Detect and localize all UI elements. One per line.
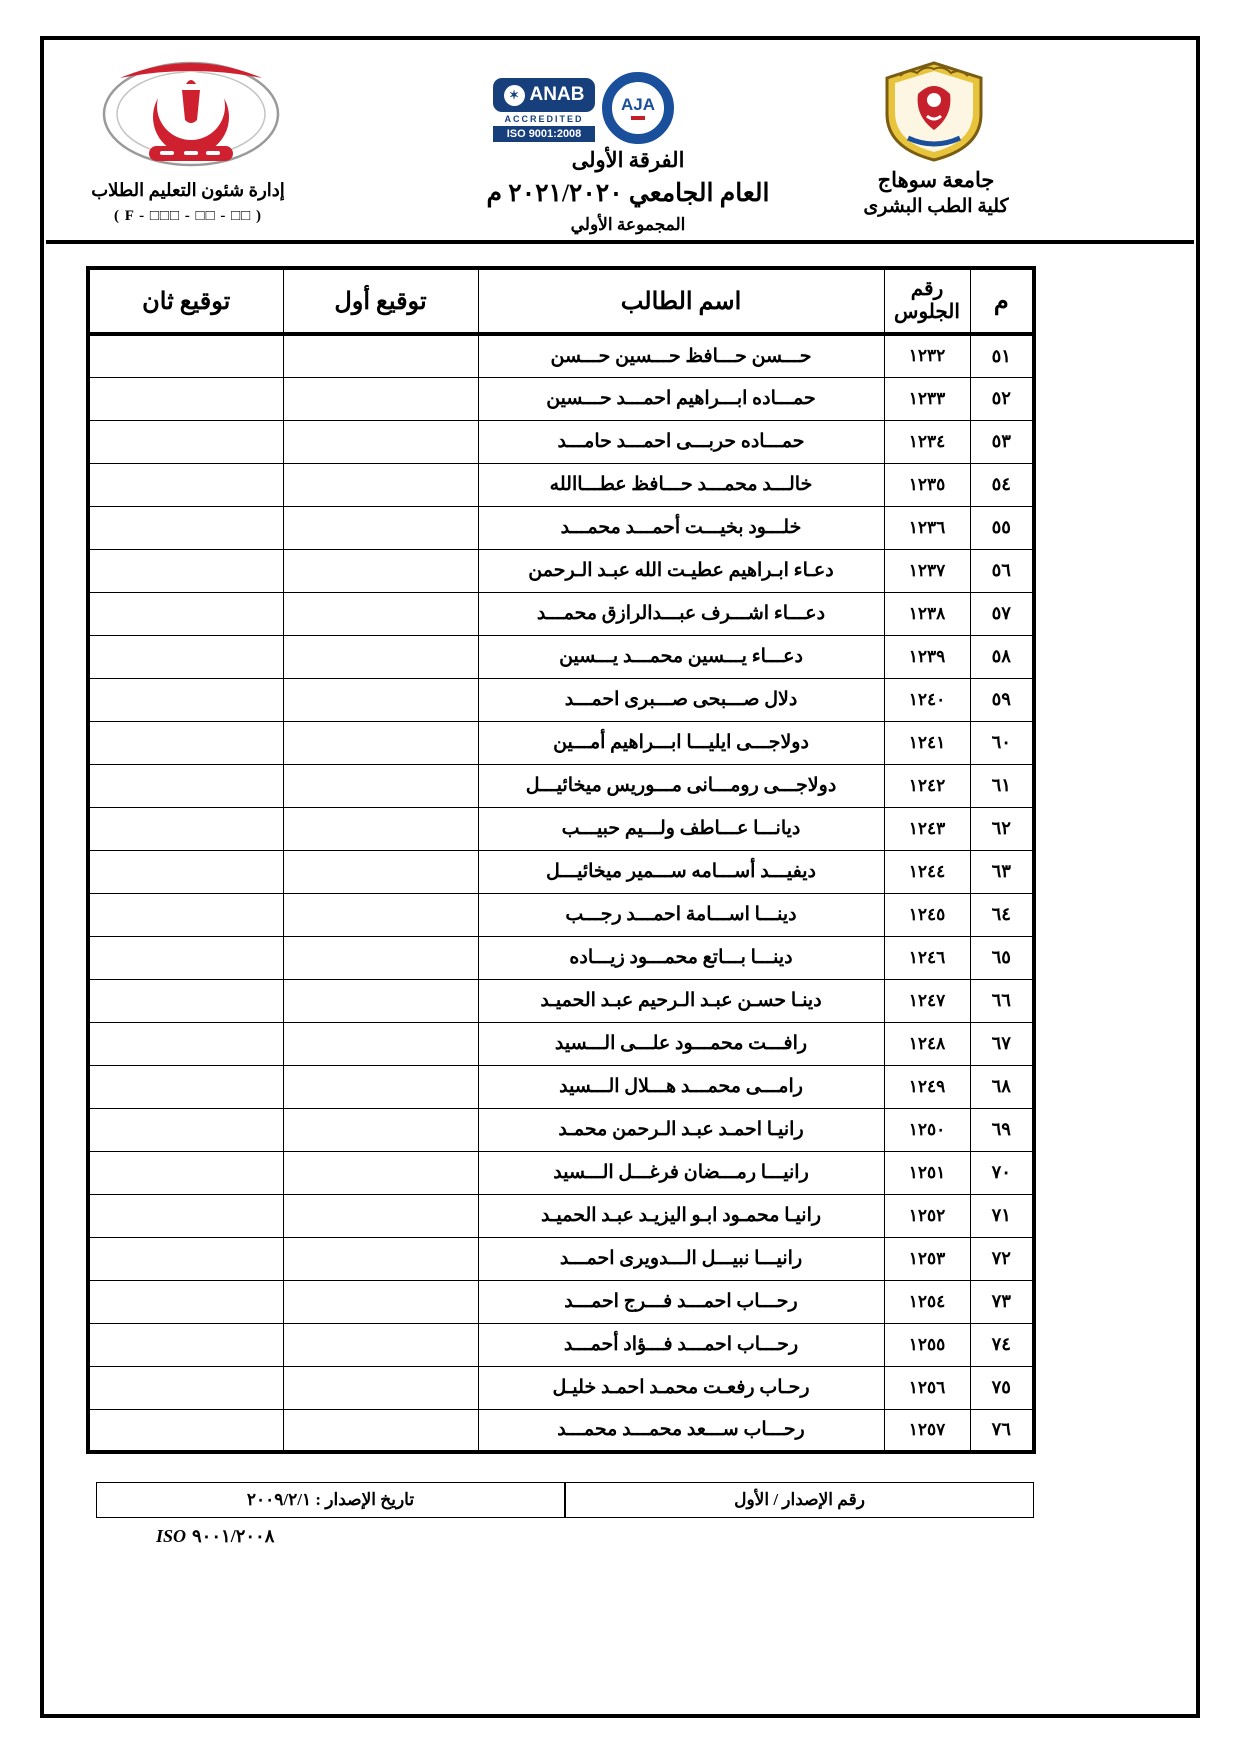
first-signature-cell (283, 420, 478, 463)
first-signature-cell (283, 377, 478, 420)
aja-logo-text: AJA (620, 95, 655, 114)
second-signature-cell (88, 1366, 283, 1409)
first-signature-cell (283, 1151, 478, 1194)
table-row (88, 1194, 1034, 1237)
university-crest-icon (878, 56, 990, 166)
serial-cell: ٧٤ (970, 1323, 1034, 1366)
student-name-cell: رانيـــا رمـــضان فرغـــل الـــسيد (478, 1151, 884, 1194)
student-name-cell: رانيـا محمـود ابـو اليزيـد عبـد الحميـد (478, 1194, 884, 1237)
seat-number-cell: ١٢٤٤ (884, 850, 970, 893)
serial-cell: ٧٦ (970, 1409, 1034, 1452)
header-first-signature: توقيع أول (283, 268, 478, 334)
student-name-cell: خلـــود بخيـــت أحمـــد محمـــد (478, 506, 884, 549)
seat-number-cell: ١٢٥٣ (884, 1237, 970, 1280)
table-row (88, 1108, 1034, 1151)
student-name-cell: رامـــى محمـــد هـــلال الـــسيد (478, 1065, 884, 1108)
footer-issue-box (96, 1482, 1034, 1518)
header-seat-number: رقم الجلوس (884, 268, 970, 334)
second-signature-cell (88, 1409, 283, 1452)
first-signature-cell (283, 1065, 478, 1108)
issue-date: تاريخ الإصدار : ٢٠٠٩/٢/١ (96, 1482, 565, 1518)
first-signature-cell (283, 506, 478, 549)
student-name-cell: رانيـا احمـد عبـد الـرحمن محمـد (478, 1108, 884, 1151)
serial-cell: ٦١ (970, 764, 1034, 807)
anab-logo-text: ANAB (529, 84, 585, 105)
first-signature-cell (283, 1237, 478, 1280)
second-signature-cell (88, 1065, 283, 1108)
student-name-cell: دينـــا بـــاتع محمـــود زيـــاده (478, 936, 884, 979)
table-row (88, 635, 1034, 678)
grade-title: الفرقة الأولى (571, 148, 685, 172)
table-row (88, 549, 1034, 592)
student-name-cell: رانيـــا نبيـــل الـــدويرى احمـــد (478, 1237, 884, 1280)
student-table-body (88, 334, 1034, 1452)
student-name-cell: حمـــاده ابـــراهيم احمـــد حـــسين (478, 377, 884, 420)
serial-cell: ٦٨ (970, 1065, 1034, 1108)
iso-number: ٩٠٠١/٢٠٠٨ (192, 1526, 275, 1546)
table-row (88, 807, 1034, 850)
seat-number-cell: ١٢٤٨ (884, 1022, 970, 1065)
second-signature-cell (88, 1194, 283, 1237)
student-name-cell: دعـــاء يـــسين محمـــد يـــسين (478, 635, 884, 678)
student-signature-table (86, 266, 1036, 1454)
table-row (88, 506, 1034, 549)
seat-number-cell: ١٢٣٢ (884, 334, 970, 377)
student-name-cell: دينـا حسـن عبـد الـرحيم عبـد الحميـد (478, 979, 884, 1022)
header-second-signature: توقيع ثان (88, 268, 283, 334)
academic-year-title: العام الجامعي ٢٠٢١/٢٠٢٠ م (486, 180, 770, 207)
university-block (832, 168, 1040, 218)
serial-cell: ٥٦ (970, 549, 1034, 592)
second-signature-cell (88, 807, 283, 850)
first-signature-cell (283, 850, 478, 893)
university-name: جامعة سوهاج (877, 168, 995, 192)
serial-cell: ٧٣ (970, 1280, 1034, 1323)
first-signature-cell (283, 807, 478, 850)
student-name-cell: دينـــا اســـامة احمـــد رجـــب (478, 893, 884, 936)
second-signature-cell (88, 506, 283, 549)
table-header-row (88, 268, 1034, 334)
serial-cell: ٥٩ (970, 678, 1034, 721)
seat-number-cell: ١٢٥١ (884, 1151, 970, 1194)
seat-number-cell: ١٢٣٥ (884, 463, 970, 506)
seat-number-cell: ١٢٣٣ (884, 377, 970, 420)
table-row (88, 334, 1034, 377)
seat-number-cell: ١٢٣٨ (884, 592, 970, 635)
header-serial: م (970, 268, 1034, 334)
second-signature-cell (88, 420, 283, 463)
student-name-cell: دولاجـــى رومـــانى مـــوريس ميخائيـــل (478, 764, 884, 807)
second-signature-cell (88, 1280, 283, 1323)
second-signature-cell (88, 377, 283, 420)
student-name-cell: دولاجـــى ايليـــا ابـــراهيم أمـــين (478, 721, 884, 764)
second-signature-cell (88, 721, 283, 764)
aja-accent-mark (631, 116, 645, 120)
table-row (88, 1366, 1034, 1409)
first-signature-cell (283, 1108, 478, 1151)
document-titles (428, 148, 828, 235)
first-signature-cell (283, 1409, 478, 1452)
table-row (88, 420, 1034, 463)
table-row (88, 936, 1034, 979)
student-name-cell: خالـــد محمـــد حـــافظ عطـــاالله (478, 463, 884, 506)
student-name-cell: رحـــاب احمـــد فـــؤاد أحمـــد (478, 1323, 884, 1366)
first-signature-cell (283, 1366, 478, 1409)
seat-number-cell: ١٢٥٠ (884, 1108, 970, 1151)
second-signature-cell (88, 463, 283, 506)
first-signature-cell (283, 1194, 478, 1237)
first-signature-cell (283, 893, 478, 936)
anab-logo-box (493, 78, 595, 112)
serial-cell: ٧٠ (970, 1151, 1034, 1194)
anab-iso-label: ISO 9001:2008 (493, 126, 595, 142)
serial-cell: ٧٢ (970, 1237, 1034, 1280)
anab-accredited-label: ACCREDITED (504, 114, 584, 124)
second-signature-cell (88, 1151, 283, 1194)
second-signature-cell (88, 635, 283, 678)
seat-number-cell: ١٢٤٦ (884, 936, 970, 979)
table-row (88, 1409, 1034, 1452)
seat-number-cell: ١٢٤٩ (884, 1065, 970, 1108)
table-row (88, 678, 1034, 721)
table-row (88, 893, 1034, 936)
faculty-name: كلية الطب البشرى (863, 196, 1009, 217)
serial-cell: ٥٥ (970, 506, 1034, 549)
issue-number: رقم الإصدار / الأول (565, 1482, 1034, 1518)
second-signature-cell (88, 549, 283, 592)
table-row (88, 463, 1034, 506)
faculty-medicine-crest-icon (100, 54, 282, 168)
first-signature-cell (283, 1022, 478, 1065)
serial-cell: ٦٣ (970, 850, 1034, 893)
seat-number-cell: ١٢٤٥ (884, 893, 970, 936)
group-title: المجموعة الأولي (570, 215, 686, 234)
student-name-cell: حمـــاده حربـــى احمـــد حامـــد (478, 420, 884, 463)
serial-cell: ٦٩ (970, 1108, 1034, 1151)
second-signature-cell (88, 764, 283, 807)
table-row (88, 850, 1034, 893)
first-signature-cell (283, 764, 478, 807)
first-signature-cell (283, 635, 478, 678)
student-name-cell: رافـــت محمـــود علـــى الـــسيد (478, 1022, 884, 1065)
first-signature-cell (283, 463, 478, 506)
page-border-frame (40, 36, 1200, 1718)
iso-label: ISO (156, 1526, 187, 1546)
serial-cell: ٧٥ (970, 1366, 1034, 1409)
second-signature-cell (88, 592, 283, 635)
serial-cell: ٥٣ (970, 420, 1034, 463)
second-signature-cell (88, 1237, 283, 1280)
seat-number-cell: ١٢٤٢ (884, 764, 970, 807)
table-row (88, 1323, 1034, 1366)
seat-number-cell: ١٢٥٥ (884, 1323, 970, 1366)
student-name-cell: حـــسن حـــافظ حـــسين حـــسن (478, 334, 884, 377)
table-row (88, 764, 1034, 807)
form-code: ( F - □□□ - □□ - □□ ) (113, 208, 262, 224)
serial-cell: ٦٧ (970, 1022, 1034, 1065)
student-name-cell: ديفيـــد أســـامه ســـمير ميخائيـــل (478, 850, 884, 893)
seat-number-cell: ١٢٣٩ (884, 635, 970, 678)
department-block (52, 180, 324, 225)
header-student-name: اسم الطالب (478, 268, 884, 334)
first-signature-cell (283, 721, 478, 764)
table-row (88, 1151, 1034, 1194)
seat-number-cell: ١٢٣٧ (884, 549, 970, 592)
second-signature-cell (88, 334, 283, 377)
second-signature-cell (88, 850, 283, 893)
student-name-cell: دعـاء ابـراهيم عطيـت الله عبـد الـرحمن (478, 549, 884, 592)
serial-cell: ٥١ (970, 334, 1034, 377)
first-signature-cell (283, 592, 478, 635)
table-row (88, 1065, 1034, 1108)
second-signature-cell (88, 1108, 283, 1151)
serial-cell: ٥٤ (970, 463, 1034, 506)
seat-number-cell: ١٢٤٣ (884, 807, 970, 850)
serial-cell: ٦٠ (970, 721, 1034, 764)
aja-logo (602, 72, 674, 144)
seat-number-cell: ١٢٥٦ (884, 1366, 970, 1409)
second-signature-cell (88, 678, 283, 721)
seat-number-cell: ١٢٤٠ (884, 678, 970, 721)
first-signature-cell (283, 1280, 478, 1323)
header-divider-rule (46, 240, 1194, 244)
serial-cell: ٦٥ (970, 936, 1034, 979)
first-signature-cell (283, 334, 478, 377)
first-signature-cell (283, 678, 478, 721)
seat-number-cell: ١٢٥٧ (884, 1409, 970, 1452)
seat-number-cell: ١٢٤١ (884, 721, 970, 764)
serial-cell: ٧١ (970, 1194, 1034, 1237)
table-row (88, 592, 1034, 635)
serial-cell: ٦٢ (970, 807, 1034, 850)
table-row (88, 377, 1034, 420)
seat-number-cell: ١٢٣٦ (884, 506, 970, 549)
student-name-cell: رحـاب رفعـت محمـد احمـد خليـل (478, 1366, 884, 1409)
table-row (88, 979, 1034, 1022)
second-signature-cell (88, 936, 283, 979)
table-row (88, 1237, 1034, 1280)
table-row (88, 1022, 1034, 1065)
table-row (88, 1280, 1034, 1323)
serial-cell: ٥٧ (970, 592, 1034, 635)
second-signature-cell (88, 979, 283, 1022)
serial-cell: ٥٨ (970, 635, 1034, 678)
seat-number-cell: ١٢٣٤ (884, 420, 970, 463)
first-signature-cell (283, 549, 478, 592)
second-signature-cell (88, 1022, 283, 1065)
serial-cell: ٦٦ (970, 979, 1034, 1022)
student-name-cell: رحـــاب احمـــد فـــرج احمـــد (478, 1280, 884, 1323)
student-name-cell: دعـــاء اشـــرف عبـــدالرازق محمـــد (478, 592, 884, 635)
anab-star-icon: ✶ (504, 85, 525, 106)
student-name-cell: ديانـــا عـــاطف ولـــيم حبيـــب (478, 807, 884, 850)
first-signature-cell (283, 1323, 478, 1366)
seat-number-cell: ١٢٤٧ (884, 979, 970, 1022)
anab-logo (493, 78, 595, 142)
first-signature-cell (283, 936, 478, 979)
serial-cell: ٥٢ (970, 377, 1034, 420)
serial-cell: ٦٤ (970, 893, 1034, 936)
department-name: إدارة شئون التعليم الطلاب (91, 180, 285, 200)
iso-standard-note (156, 1526, 274, 1547)
student-name-cell: رحـــاب ســـعد محمـــد محمـــد (478, 1409, 884, 1452)
seat-number-cell: ١٢٥٤ (884, 1280, 970, 1323)
seat-number-cell: ١٢٥٢ (884, 1194, 970, 1237)
second-signature-cell (88, 893, 283, 936)
student-name-cell: دلال صـــبحى صـــبرى احمـــد (478, 678, 884, 721)
first-signature-cell (283, 979, 478, 1022)
second-signature-cell (88, 1323, 283, 1366)
table-row (88, 721, 1034, 764)
